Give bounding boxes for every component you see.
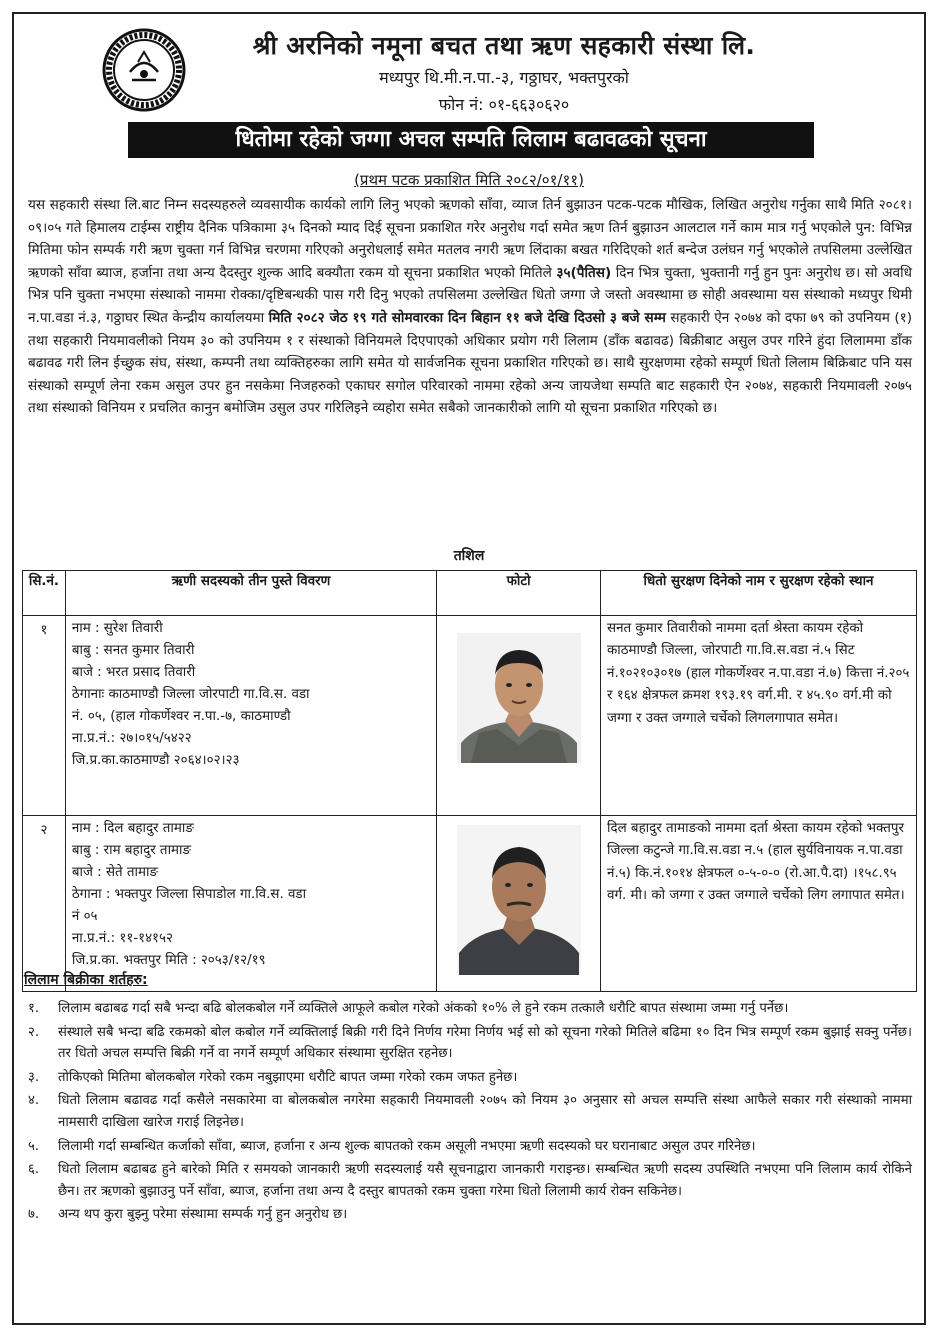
table-header-row bbox=[23, 571, 917, 616]
member-address: ठेगानाः काठमाण्डौ जिल्ला जोरपाटी गा.वि.स. वडा bbox=[71, 687, 310, 702]
member-photo-portrait-icon bbox=[457, 825, 581, 975]
member-address: ठेगाना : भक्तपुर जिल्ला सिपाडोल गा.वि.स. वडा bbox=[71, 887, 307, 902]
member-grandfather: बाजे : भरत प्रसाद तिवारी bbox=[71, 665, 196, 680]
condition-number: ६. bbox=[28, 1162, 40, 1178]
member-citizenship-no: ना.प्र.नं.: ११-१४१५२ bbox=[71, 931, 173, 946]
collateral-details: सनत कुमार तिवारीको नाममा दर्ता श्रेस्ता कायम रहेको काठमाण्डौ जिल्ला, जोरपाटी गा.वि.स.वडा नं.५ सिट नं.१०२१०३०१७ (हाल गोकर्णेश्वर न.पा.वडा नं.७) कित्ता नं.२०५ र १६४ क्षेत्रफल क्रमश १९३.१९ वर्ग.मी. र ४५.९० वर्ग.मी को जग्गा र उक्त जग्गाले चर्चेको लिगलगापात समेत। bbox=[601, 616, 917, 816]
condition-number: ३. bbox=[28, 1069, 40, 1085]
table-row bbox=[23, 816, 917, 992]
publish-date-text: (प्रथम पटक प्रकाशित मिति २०८२/०१/११) bbox=[354, 171, 584, 189]
condition-text: धितो लिलाम बढाबढ हुने बारेको मिति र समयको जानकारी ऋणी सदस्यलाई यसै सूचनाद्वारा जानकारी गराइन्छ। सम्बन्धित ऋणी सदस्य उपस्थिति नभएमा पनि लिलाम कार्य रोकिने छैन। तर ऋणको बुझाउनु पर्ने साँवा, ब्याज, हर्जाना तथा अन्य दै दस्तुर बापतको रकम चुक्ता गरेमा धितो लिलामी कार्य रोक्न सकिनेछ। bbox=[58, 1162, 912, 1199]
body-part-1: यस सहकारी संस्था लि.बाट निम्न सदस्यहरुले व्यवसायीक कार्यको लागि लिनु भएको ऋणको साँवा, व्याज तिर्न बुझाउन पटक-पटक मौखिक, लिखित अनुरोध गर्नुका साथै मिति २०८१।०९।०५ गते हिमालय टाईम्स राष्ट्रीय दैनिक पत्रिकामा ३५ दिनको म्याद दिई सूचना प्रकाशित गरेर अनुरोध गर्दा समेत ऋण तिर्न बुझाउन आलटाल गर्ने काम मात्र गर्नु भएकोले पुन: विभिन्न मितिमा फोन सम्पर्क गरी ऋण चुक्ता गर्न विभिन्न चरणमा गरिएको अनुरोधलाई समेत मतलव नगरी ऋण लिंदाका बखत गरिदिएको शर्त बन्देज उलंघन गर्नु भएकोले तपसिलमा उल्लेखित ऋणको साँवा ब्याज, हर्जाना तथा अन्य दैदस्तुर शुल्क आदि बक्यौता रकम यो सूचना प्रकाशित भएको मितिले bbox=[28, 197, 913, 281]
collateral-details: दिल बहादुर तामाङको नाममा दर्ता श्रेस्ता कायम रहेको भक्तपुर जिल्ला कटुन्जे गा.वि.स.वडा न.५ (हाल सुर्यविनायक न.पा.वडा नं.५) कि.नं.१०१४ क्षेत्रफल ०-५-०-० (रो.आ.पै.दा) ।१५८.९५ वर्ग. मी। को जग्गा र उक्त जग्गाले चर्चेको लिग लगापात समेत। bbox=[601, 816, 917, 992]
photo-cell bbox=[437, 616, 601, 816]
publish-date bbox=[14, 170, 924, 190]
list-item bbox=[28, 1204, 912, 1226]
notice-body bbox=[28, 194, 912, 420]
list-item bbox=[28, 998, 912, 1020]
conditions-title: लिलाम बिक्रीका शर्तहरु: bbox=[24, 972, 148, 988]
member-citizenship-no: ना.प्र.नं.: २७।०१५/५४२२ bbox=[71, 731, 192, 746]
org-name: श्री अरनिको नमूना बचत तथा ऋण सहकारी संस्था लि. bbox=[252, 31, 756, 60]
member-grandfather: बाजे : सेते तामाङ bbox=[71, 865, 158, 880]
list-item bbox=[28, 1090, 912, 1133]
member-address-cont: नं. ०५, (हाल गोकर्णेश्वर न.पा.-७, काठमाण्डौ bbox=[71, 709, 291, 724]
list-item bbox=[28, 1022, 912, 1065]
member-details bbox=[65, 816, 436, 992]
details-table bbox=[22, 570, 917, 992]
list-item bbox=[28, 1159, 912, 1202]
row-sn: २ bbox=[23, 816, 66, 992]
condition-number: १. bbox=[28, 1001, 40, 1016]
header-sn: सि.नं. bbox=[23, 571, 66, 616]
header-photo: फोटो bbox=[437, 571, 601, 616]
member-photo-portrait-icon bbox=[457, 633, 581, 763]
org-address: मध्यपुर थि.मी.न.पा.-३, गठ्ठाघर, भक्तपुरको bbox=[379, 68, 629, 87]
header-member: ऋणी सदस्यको तीन पुस्ते विवरण bbox=[65, 571, 436, 616]
condition-number: २. bbox=[28, 1024, 40, 1040]
condition-number: ७. bbox=[28, 1207, 40, 1223]
notice-page bbox=[12, 12, 926, 1325]
notice-title: धितोमा रहेको जग्गा अचल सम्पति लिलाम बढावढको सूचना bbox=[128, 122, 814, 158]
member-issue-office: जि.प्र.का.काठमाण्डौ २०६४।०२।२३ bbox=[71, 753, 240, 768]
condition-text: अन्य थप कुरा बुझ्नु परेमा संस्थामा सम्पर्क गर्नु हुन अनुरोध छ। bbox=[58, 1207, 348, 1223]
condition-text: लिलामी गर्दा सम्बन्धित कर्जाको साँवा, ब्याज, हर्जाना र अन्य शुल्क बापतको रकम असूली नभएमा ऋणी सदस्यको घर घरानाबाट असुल उपर गरिनेछ। bbox=[58, 1138, 756, 1154]
cooperative-seal-icon bbox=[102, 28, 186, 112]
condition-text: धितो लिलाम बढावढ गर्दा कसैले नसकारेमा वा बोलकबोल नगरेमा सहकारी नियमावली २०७५ को नियम ३० अनुसार सो अचल सम्पत्ति संस्था आफैले सकार गरी संस्थाको नाममा नामसारी दाखिला खारेज गराई लिइनेछ। bbox=[58, 1093, 912, 1130]
header-collateral: धितो सुरक्षण दिनेको नाम र सुरक्षण रहेको स्थान bbox=[601, 571, 917, 616]
photo-cell bbox=[437, 816, 601, 992]
body-bold-datetime: मिति २०८२ जेठ १९ गते सोमवारका दिन बिहान ११ बजे देखि दिउसो ३ बजे सम्म bbox=[268, 309, 666, 326]
member-address-cont: नं ०५ bbox=[71, 909, 98, 924]
member-father: बाबु : राम बहादुर तामाङ bbox=[71, 843, 192, 858]
body-bold-days: ३५(पैतिस) bbox=[556, 264, 612, 281]
member-name: नाम : दिल बहादुर तामाङ bbox=[71, 821, 194, 836]
list-item bbox=[28, 1136, 912, 1158]
body-part-3: सहकारी ऐन २०७४ को दफा ७९ को उपनियम (१) तथा सहकारी नियमावलीको नियम ३० को उपनियम १ र संस्थाको विनियमले दिएपाएको अधिकार प्रयोग गरी लिलाम (डाँक बढावढ) बिक्रीबाट असुल उपर गरिने हुंदा लिलाममा डाँक बढावढ गरी लिन ईच्छुक संघ, संस्था, कम्पनी तथा व्यक्तिहरुका लागि समेत यो सार्वजनिक सूचना प्रकाशित गरिएको छ। साथै सुरक्षणमा रहेको सम्पूर्ण धितो लिलाम बिक्रिबाट पनि यस संस्थाको सम्पूर्ण लेना रकम असुल उपर हुन नसकेमा निजहरुको एकाघर सगोल परिवारको नाममा रहेको अन्य जायजेथा सम्पति बाट सहकारी ऐन २०७४, सहकारी नियमावली २०७५ तथा संस्थाको विनियम र प्रचलित कानुन बमोजिम उसुल उपर गरिलिइने व्यहोरा समेत सबैको जानकारीको लागि यो सूचना प्रकाशित गरिएको छ। bbox=[28, 309, 912, 417]
table-row bbox=[23, 616, 917, 816]
org-phone: फोन नं: ०१-६६३०६२० bbox=[438, 95, 570, 114]
member-details bbox=[65, 616, 436, 816]
body-part-2: दिन भित्र चुक्ता, भुक्तानी गर्नु हुन पुनः अनुरोध छ। सो अवधि भित्र पनि चुक्ता नभएमा संस्थाको नाममा रोक्का/दृष्टिबन्धकी पास गरी दिनु भएको तपसिलमा उल्लेखित धितो जग्गा जे जस्तो अवस्थामा छ सोही अवस्थामा यस संस्थाको मध्यपुर थिमी न.पा.वडा नं.३, गठ्ठाघर स्थित केन्द्रीय कार्यालयमा bbox=[28, 264, 912, 326]
list-item bbox=[28, 1067, 912, 1089]
condition-text: संस्थाले सबै भन्दा बढि रकमको बोल कबोल गर्ने व्यक्तिलाई बिक्री गरी दिने निर्णय गरेमा निर्णय भई सो को सूचना गरेको मितिले बढिमा १० दिन भित्र सम्पूर्ण रकम बुझाई सक्नु पर्नेछ। तर धितो अचल सम्पत्ति बिक्री गर्ने वा नगर्ने सम्पूर्ण अधिकार संस्थामा सुरक्षित रहनेछ। bbox=[58, 1024, 912, 1062]
row-sn: १ bbox=[23, 616, 66, 816]
header bbox=[14, 14, 924, 122]
conditions-list bbox=[28, 998, 912, 1228]
condition-number: ४. bbox=[28, 1093, 40, 1109]
table-caption: तशिल bbox=[453, 548, 485, 564]
member-father: बाबु : सनत कुमार तिवारी bbox=[71, 643, 195, 658]
condition-text: तोकिएको मितिमा बोलकबोल गरेको रकम नबुझाएमा धरौटि बापत जम्मा गरेको रकम जफत हुनेछ। bbox=[58, 1069, 518, 1085]
condition-number: ५. bbox=[28, 1138, 40, 1154]
condition-text: लिलाम बढाबढ गर्दा सबै भन्दा बढि बोलकबोल गर्ने व्यक्तिले आफूले कबोल गरेको अंकको १०% ले हुने रकम तत्कालै धरौटि बापत संस्थामा जम्मा गर्नु पर्नेछ। bbox=[58, 1001, 789, 1016]
member-issue-office: जि.प्र.का. भक्तपुर मिति : २०५३/१२/१९ bbox=[71, 953, 266, 968]
member-name: नाम : सुरेश तिवारी bbox=[71, 621, 163, 636]
